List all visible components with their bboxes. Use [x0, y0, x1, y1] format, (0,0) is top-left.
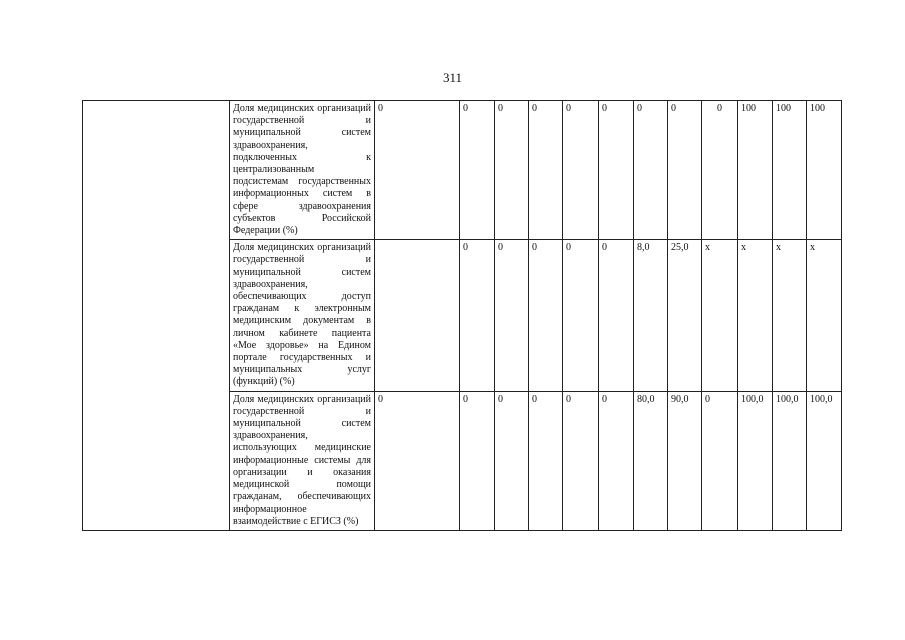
value-cell: x — [702, 240, 738, 391]
base-value-cell: 0 — [375, 101, 460, 240]
value-cell: 100 — [773, 101, 807, 240]
table-row — [83, 101, 842, 240]
value-cell: 0 — [529, 101, 563, 240]
indicator-cell: Доля медицинских организаций государственной и муниципальной систем здравоохранения, обеспечивающих доступ гражданам к электронным медицинским документам в личном кабинете пациента «Мое здоровье» на Едином портале государственных и муниципальных услуг (функций) (%) — [230, 240, 375, 391]
value-cell: 25,0 — [668, 240, 702, 391]
value-cell: 0 — [460, 101, 495, 240]
value-cell: x — [773, 240, 807, 391]
value-cell: x — [807, 240, 842, 391]
value-cell: 100 — [807, 101, 842, 240]
value-cell: 0 — [495, 391, 529, 530]
value-cell: 0 — [634, 101, 668, 240]
value-cell: 0 — [529, 391, 563, 530]
base-value-cell — [375, 240, 460, 391]
value-cell: 100,0 — [738, 391, 773, 530]
value-cell: 0 — [563, 391, 599, 530]
value-cell: 100 — [738, 101, 773, 240]
base-value-cell: 0 — [375, 391, 460, 530]
value-cell: 0 — [599, 240, 634, 391]
value-cell: 0 — [495, 101, 529, 240]
indicators-table — [82, 100, 842, 531]
value-cell: 0 — [460, 391, 495, 530]
value-cell: 100,0 — [773, 391, 807, 530]
value-cell: 0 — [702, 101, 738, 240]
value-cell: 0 — [599, 101, 634, 240]
value-cell: 0 — [563, 240, 599, 391]
page-number: 311 — [442, 70, 463, 85]
value-cell: 0 — [702, 391, 738, 530]
value-cell: 0 — [668, 101, 702, 240]
blank-merged-cell — [83, 101, 230, 531]
indicator-cell: Доля медицинских организаций государственной и муниципальной систем здравоохранения, подключенных к централизованным подсистемам государственных информационных систем в сфере здравоохранения субъектов Российской Федерации (%) — [230, 101, 375, 240]
value-cell: 0 — [529, 240, 563, 391]
value-cell: 0 — [599, 391, 634, 530]
value-cell: x — [738, 240, 773, 391]
value-cell: 0 — [563, 101, 599, 240]
value-cell: 0 — [460, 240, 495, 391]
value-cell: 0 — [495, 240, 529, 391]
value-cell: 100,0 — [807, 391, 842, 530]
value-cell: 90,0 — [668, 391, 702, 530]
value-cell: 8,0 — [634, 240, 668, 391]
value-cell: 80,0 — [634, 391, 668, 530]
indicator-cell: Доля медицинских организаций государственной и муниципальной систем здравоохранения, использующих медицинские информационные системы для организации и оказания медицинской помощи гражданам, обеспечивающих информационное взаимодействие с ЕГИСЗ (%) — [230, 391, 375, 530]
